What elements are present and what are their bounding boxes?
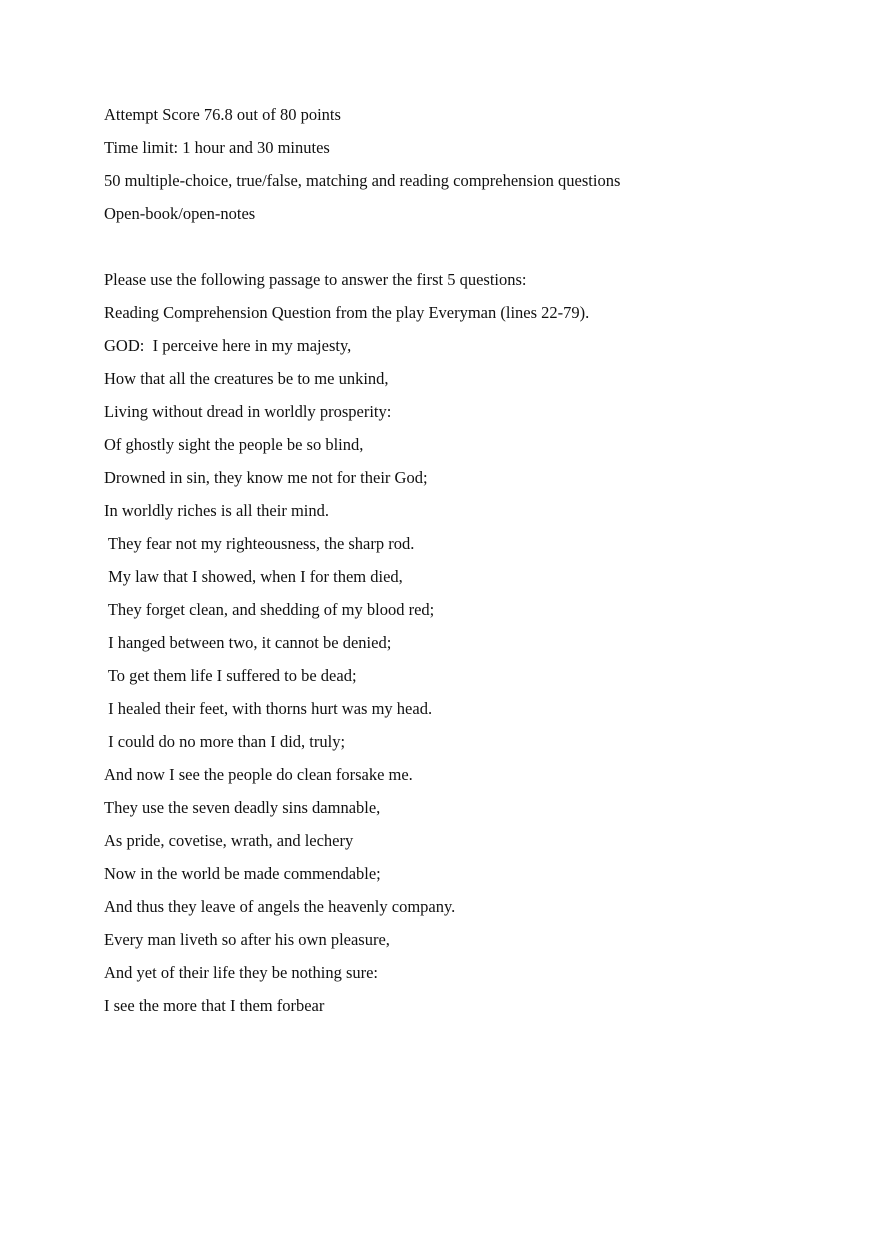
question-types: 50 multiple-choice, true/false, matching and reading comprehension questions bbox=[104, 171, 621, 190]
reading-passage bbox=[104, 269, 844, 1028]
passage-line: They fear not my righteousness, the sharp rod. bbox=[104, 534, 415, 553]
passage-line: How that all the creatures be to me unkind, bbox=[104, 369, 389, 388]
passage-line: They use the seven deadly sins damnable, bbox=[104, 798, 381, 817]
passage-line: I hanged between two, it cannot be denied; bbox=[104, 633, 392, 652]
passage-line: I see the more that I them forbear bbox=[104, 996, 325, 1015]
passage-line: Every man liveth so after his own pleasure, bbox=[104, 930, 390, 949]
passage-source: Reading Comprehension Question from the play Everyman (lines 22-79). bbox=[104, 303, 590, 322]
time-limit: Time limit: 1 hour and 30 minutes bbox=[104, 138, 330, 157]
passage-line: I could do no more than I did, truly; bbox=[104, 732, 346, 751]
passage-line: They forget clean, and shedding of my blood red; bbox=[104, 600, 435, 619]
passage-line: As pride, covetise, wrath, and lechery bbox=[104, 831, 354, 850]
passage-line: And now I see the people do clean forsake me. bbox=[104, 765, 413, 784]
attempt-score: Attempt Score 76.8 out of 80 points bbox=[104, 105, 341, 124]
passage-line: Drowned in sin, they know me not for their God; bbox=[104, 468, 428, 487]
passage-line: I healed their feet, with thorns hurt was my head. bbox=[104, 699, 433, 718]
passage-line: My law that I showed, when I for them died, bbox=[104, 567, 403, 586]
passage-line: And yet of their life they be nothing sure: bbox=[104, 963, 379, 982]
passage-line: GOD: I perceive here in my majesty, bbox=[104, 336, 352, 355]
passage-instruction: Please use the following passage to answer the first 5 questions: bbox=[104, 270, 527, 289]
passage-line: And thus they leave of angels the heavenly company. bbox=[104, 897, 456, 916]
passage-line: Living without dread in worldly prosperity: bbox=[104, 402, 392, 421]
passage-line: To get them life I suffered to be dead; bbox=[104, 666, 357, 685]
open-book-note: Open-book/open-notes bbox=[104, 204, 256, 223]
passage-line: Of ghostly sight the people be so blind, bbox=[104, 435, 364, 454]
exam-info bbox=[104, 104, 844, 236]
passage-line: Now in the world be made commendable; bbox=[104, 864, 381, 883]
passage-line: In worldly riches is all their mind. bbox=[104, 501, 329, 520]
